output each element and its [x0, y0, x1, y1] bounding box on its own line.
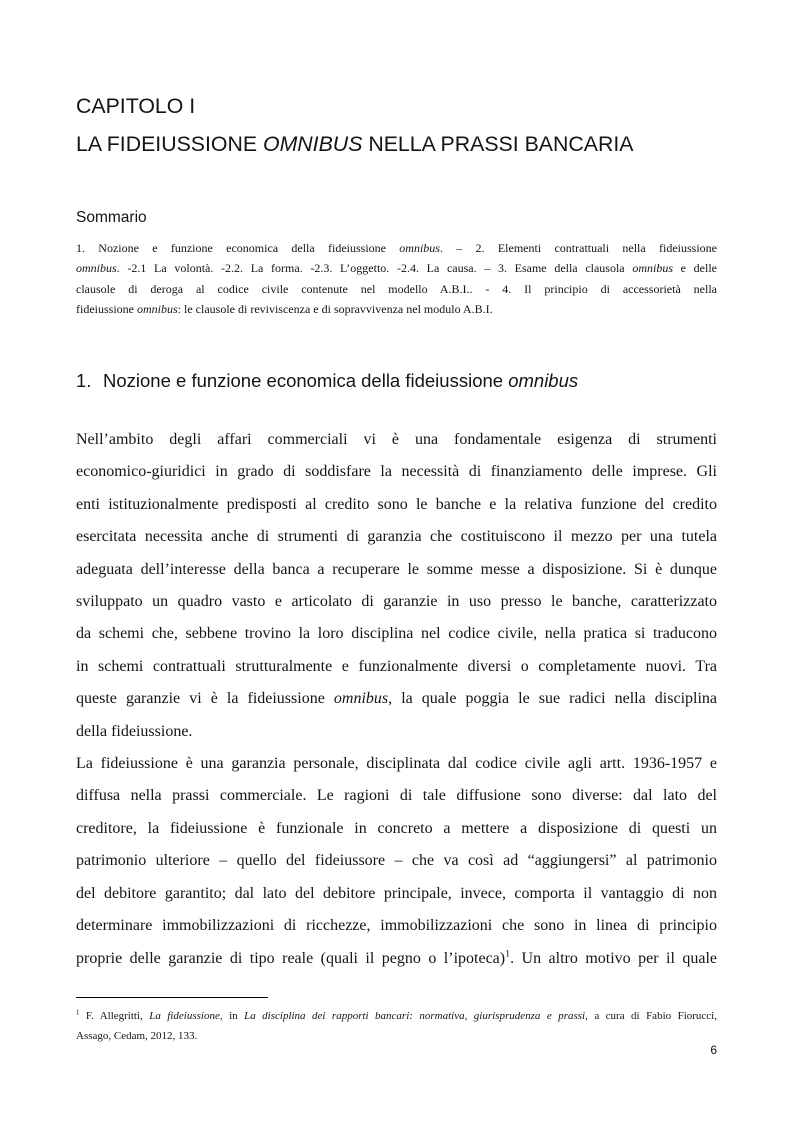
summary-emphasis: omnibus: [399, 241, 440, 255]
section-number: 1.: [76, 370, 92, 391]
body-line: economico-giuridici in grado di soddisfare la necessità di finanziamento delle imprese. Gli: [76, 463, 717, 481]
body-line: creditore, la fideiussione è funzionale in concreto a mettere a disposizione di questi un: [76, 819, 717, 837]
footnote-emphasis: La disciplina dei rapporti bancari: normativa, giurisprudenza e prassi: [244, 1010, 586, 1022]
summary-emphasis: omnibus: [76, 261, 117, 276]
footnote-line: Assago, Cedam, 2012, 133.: [76, 1030, 198, 1042]
summary-text: : le clausole di reviviscenza e di sopravvivenza nel modulo A.B.I.: [177, 301, 493, 316]
summary-emphasis: omnibus: [632, 261, 673, 276]
summary-heading: Sommario: [76, 209, 147, 226]
body-line: sviluppato un quadro vasto e articolato di garanzie in uso presso le banche, caratterizzato: [76, 593, 717, 611]
footnote-text: F. Allegritti,: [79, 1010, 150, 1022]
body-line: determinare immobilizzazioni di ricchezze, immobilizzazioni che sono in linea di principio: [76, 917, 717, 935]
body-line: diffusa nella prassi commerciale. Le ragioni di tale diffusione sono diverse: dal lato del: [76, 787, 717, 805]
footnote-marker: 1: [76, 1009, 80, 1017]
footnote-emphasis: La fideiussione: [149, 1010, 220, 1022]
summary-text: e delle: [672, 261, 717, 276]
summary-line: [76, 238, 717, 258]
footnote-separator: [76, 997, 268, 998]
summary-contents: [76, 238, 717, 319]
footnote-text: , a cura di Fabio Fiorucci,: [585, 1010, 717, 1022]
footnote-reference: 1: [505, 948, 511, 960]
footnote-line: [76, 1006, 717, 1026]
paragraph: [76, 424, 717, 748]
body-text-segment: . Un altro motivo per il quale: [510, 949, 718, 967]
body-line: esercitata necessita anche di strumenti di garanzia che costituiscono il mezzo per una tutela: [76, 528, 717, 546]
body-line: del debitore garantito; dal lato del debitore principale, invece, comporta il vantaggio di non: [76, 884, 717, 902]
chapter-title: [76, 134, 717, 155]
summary-text: . -2.1 La volontà. -2.2. La forma. -2.3. L’oggetto. -2.4. La causa. – 3. Esame della clausola: [116, 261, 633, 276]
footnote: [76, 1006, 717, 1046]
chapter-title-end: NELLA PRASSI BANCARIA: [362, 132, 634, 156]
summary-text: 1. Nozione e funzione economica della fideiussione: [76, 241, 400, 255]
section-heading: [76, 372, 717, 391]
body-line: [76, 943, 717, 975]
body-line: della fideiussione.: [76, 722, 193, 740]
chapter-label: CAPITOLO I: [76, 94, 196, 118]
chapter-title-emphasis: OMNIBUS: [263, 132, 363, 156]
summary-line: [76, 299, 717, 319]
body-line: Nell’ambito degli affari commerciali vi è una fondamentale esigenza di strumenti: [76, 431, 717, 448]
section-title-start: Nozione e funzione economica della fideiussione: [103, 370, 509, 391]
body-text: [76, 424, 717, 975]
summary-line: [76, 258, 717, 278]
section-title-emphasis: omnibus: [508, 370, 579, 391]
body-text-segment: , la quale poggia le sue radici nella disciplina: [388, 690, 718, 708]
body-text-segment: queste garanzie vi è la fideiussione: [76, 690, 334, 708]
body-line: patrimonio ulteriore – quello del fideiussore – che va così ad “aggiungersi” al patrimonio: [76, 852, 717, 870]
body-text-segment: proprie delle garanzie di tipo reale (quali il pegno o l’ipoteca): [76, 949, 506, 967]
summary-text: . – 2. Elementi contrattuali nella fideiussione: [439, 241, 717, 255]
body-emphasis: omnibus: [333, 690, 389, 708]
footnote-text: , in: [219, 1010, 245, 1022]
chapter-title-start: LA FIDEIUSSIONE: [76, 132, 263, 156]
body-line: in schemi contrattuali strutturalmente e funzionalmente diversi o completamente nuovi. Tra: [76, 657, 717, 675]
body-line: La fideiussione è una garanzia personale, disciplinata dal codice civile agli artt. 1936-1957 e: [76, 755, 717, 773]
body-line: da schemi che, sebbene trovino la loro disciplina nel codice civile, nella pratica si traducono: [76, 625, 717, 643]
summary-text: fideiussione: [76, 301, 137, 316]
page-number: 6: [710, 1043, 717, 1057]
summary-line: clausole di deroga al codice civile contenute nel modello A.B.I.. - 4. Il principio di accessorietà nella: [76, 281, 717, 296]
body-line: enti istituzionalmente predisposti al credito sono le banche e la relativa funzione del credito: [76, 495, 717, 513]
body-line: adeguata dell’interesse della banca a recuperare le somme messe a disposizione. Si è dunque: [76, 560, 717, 578]
summary-emphasis: omnibus: [137, 301, 178, 316]
body-line: [76, 683, 717, 715]
paragraph: [76, 748, 717, 975]
